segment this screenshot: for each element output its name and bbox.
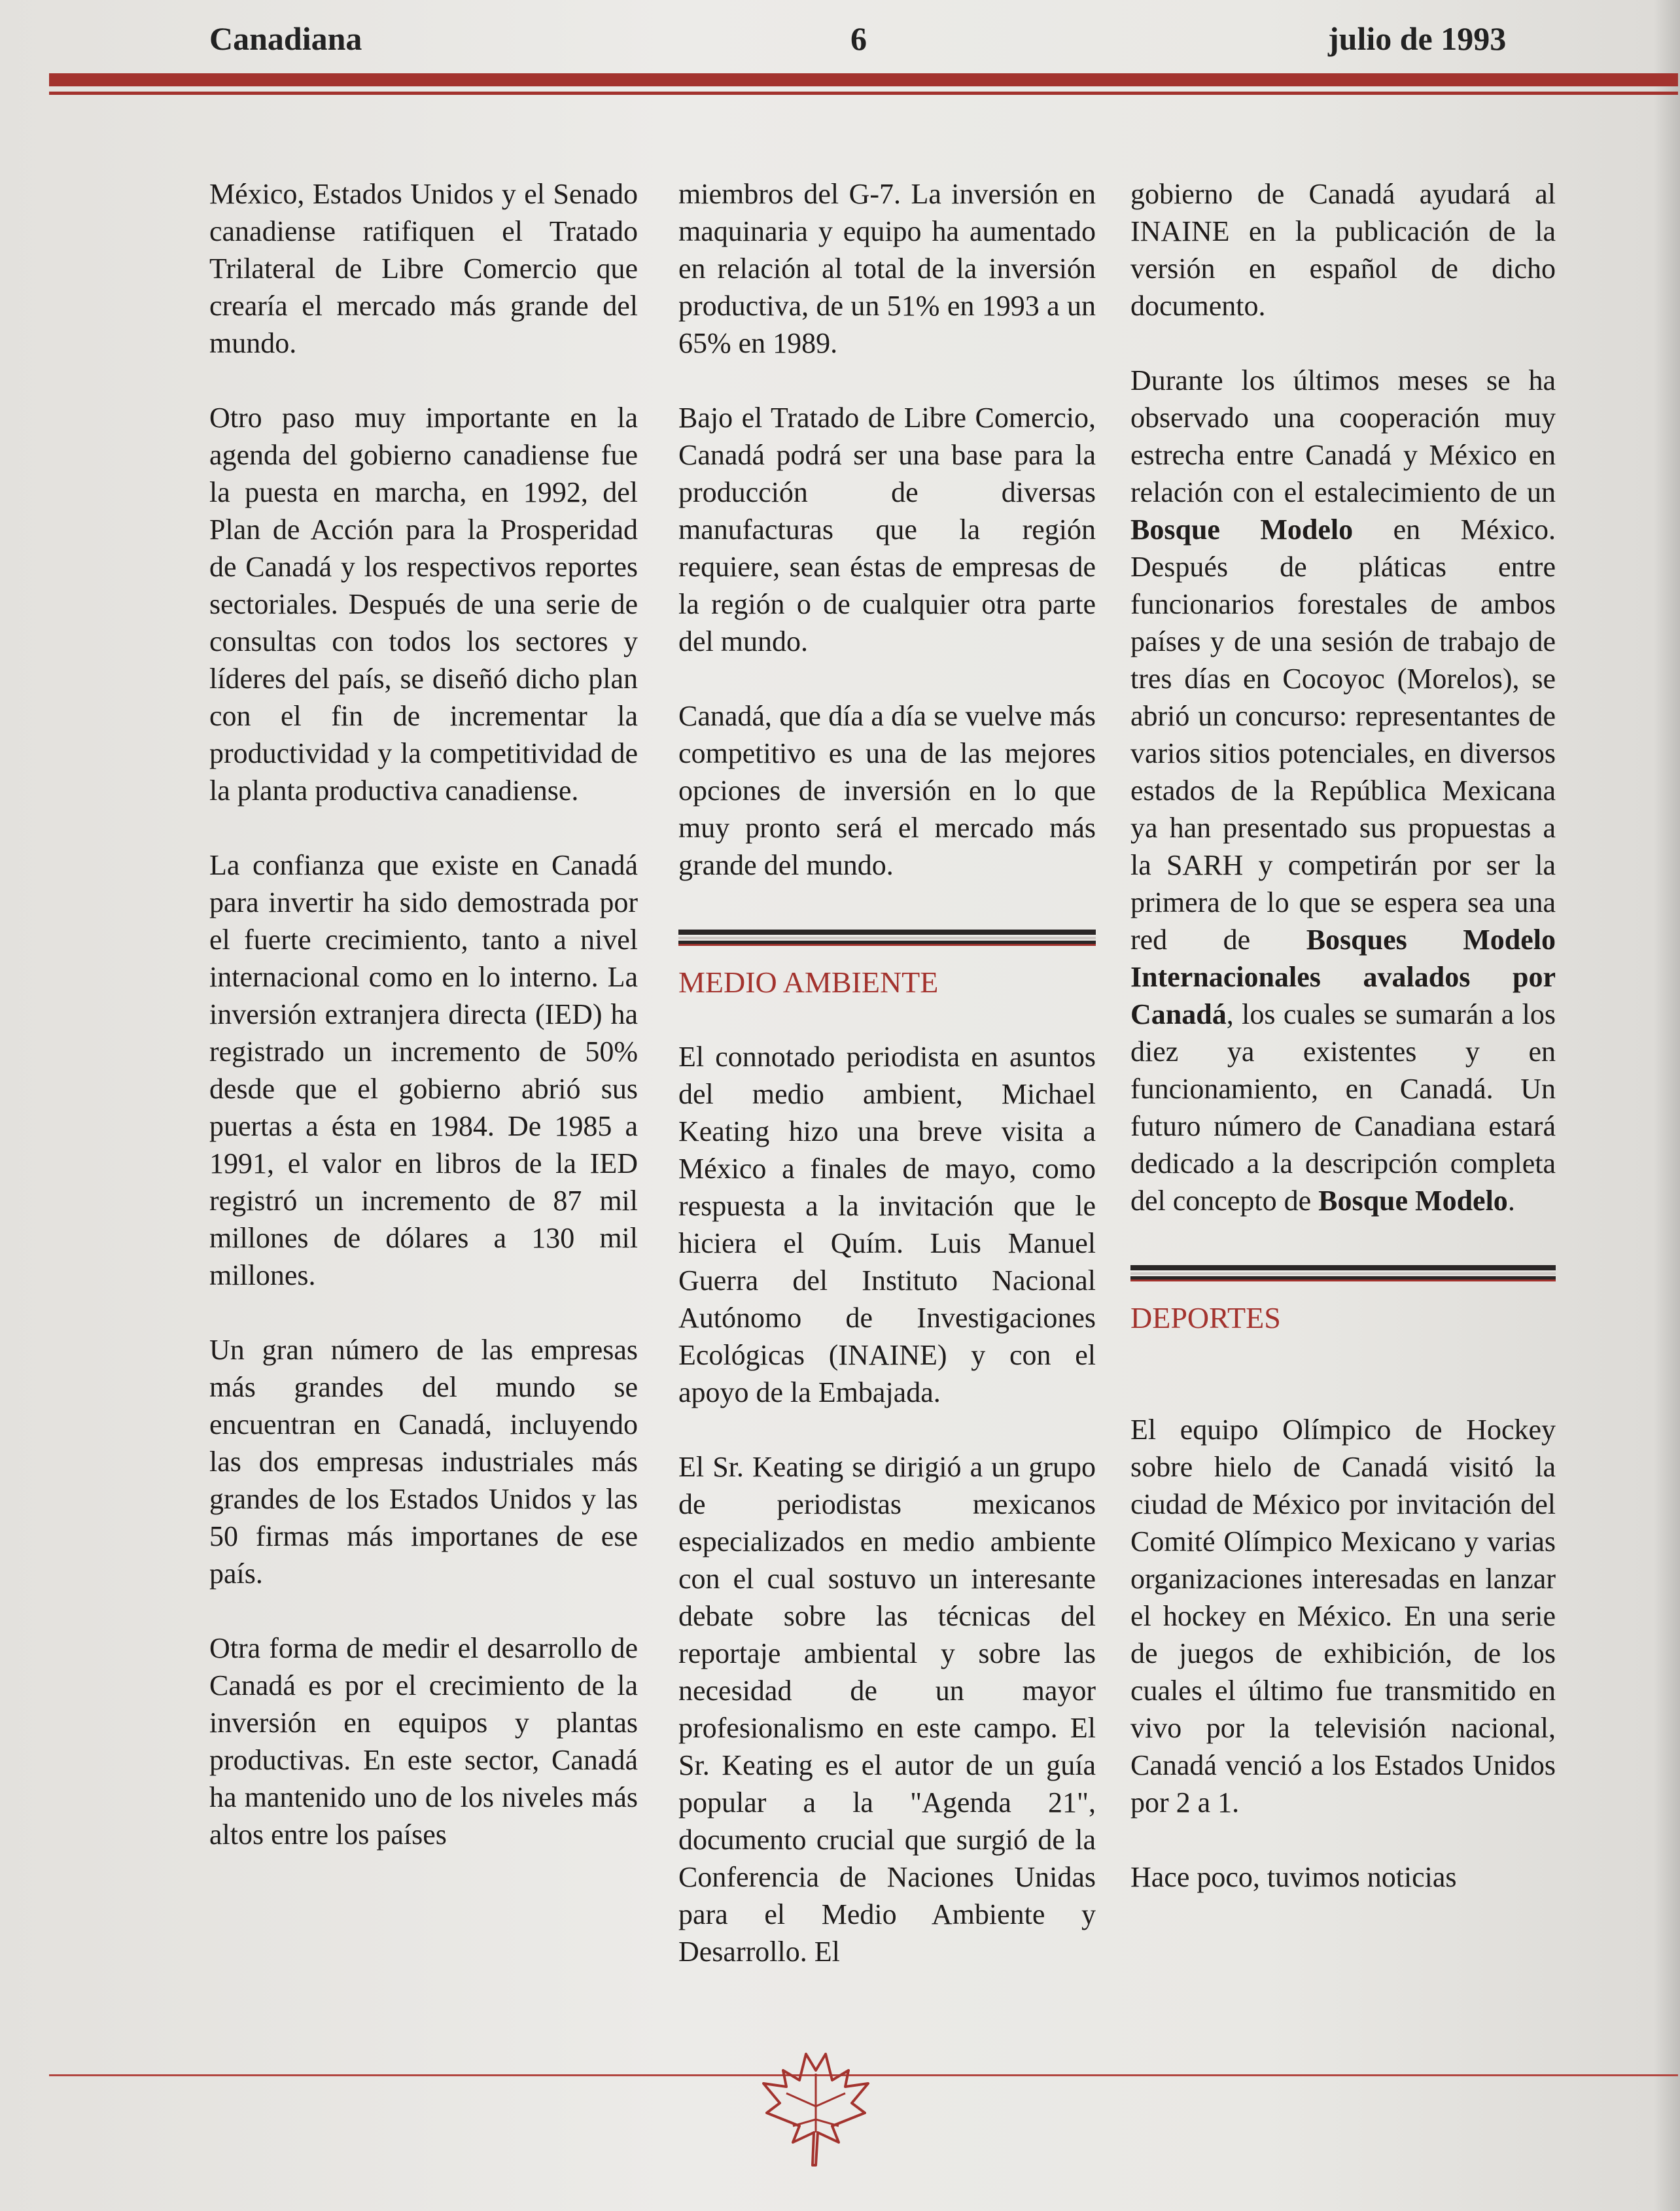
col1-paragraph-4: Un gran número de las empresas más grandes del mundo se encuentran en Canadá, incluyendo las dos empresas industriales más grandes de los Estados Unidos y las 50 firmas más importanes de ese país.	[209, 1334, 638, 1590]
page-number: 6	[850, 20, 867, 57]
col2-paragraph-5: El Sr. Keating se dirigió a un grupo de periodistas mexicanos especializados en medio ambiente con el cual sostuvo un interesante debate sobre las técnicas del reportaje ambiental y sobre las necesidad de un mayor profesionalismo en este campo. El Sr. Keating es el autor de un guía popular a la "Agenda 21", documento crucial que surgió de la Conferencia de Naciones Unidas para el Medio Ambiente y Desarrollo. El	[678, 1451, 1096, 1968]
publication-name: Canadiana	[209, 20, 362, 57]
col2-paragraph-3: Canadá, que día a día se vuelve más competitivo es una de las mejores opciones de inversión en lo que muy pronto será el mercado más grande del mundo.	[678, 700, 1096, 881]
column-2	[678, 175, 1096, 1970]
col2-paragraph-4: El connotado periodista en asuntos del medio ambient, Michael Keating hizo una breve visita a México a finales de mayo, como respuesta a la invitación que le hiciera el Quím. Luis Manuel Guerra del Instituto Nacional Autónomo de Investigaciones Ecológicas (INAINE) y con el apoyo de la Embajada.	[678, 1041, 1096, 1408]
page-edge-shadow	[1654, 0, 1680, 2211]
section-divider-2	[1130, 1265, 1556, 1280]
col3-p2-text-d: , los cuales se sumarán a los diez ya existentes y en funcionamiento, en Canadá. Un futuro número de Canadiana estará dedicado a la descripción completa del concepto de	[1130, 998, 1556, 1217]
col1-paragraph-5: Otra forma de medir el desarrollo de Canadá es por el crecimiento de la inversión en equipos y plantas productivas. En este sector, Canadá ha mantenido uno de los niveles más altos entre los países	[209, 1632, 638, 1851]
col3-paragraph-4: Hace poco, tuvimos noticias	[1130, 1861, 1457, 1893]
col3-paragraph-1: gobierno de Canadá ayudará al INAINE en la publicación de la versión en español de dicho documento.	[1130, 178, 1556, 322]
header-rule-thick	[49, 73, 1678, 86]
col3-p2-text-c: en México. Después de pláticas entre funcionarios forestales de ambos países y de una sesión de trabajo de tres días en Cocoyoc (Morelos), se abrió un concurso: representantes de varios sitios potenciales, en diversos estados de la República Mexicana ya han presentado sus propuestas a la SARH y competirán por ser la primera de lo que se espera sea una red de	[1130, 514, 1556, 956]
col1-paragraph-3: La confianza que existe en Canadá para invertir ha sido demostrada por el fuerte crecimiento, tanto a nivel internacional como en lo interno. La inversión extranjera directa (IED) ha registrado un incremento de 50% desde que el gobierno abrió sus puertas a ésta en 1984. De 1985 a 1991, el valor en libros de la IED registró un incremento de 87 mil millones de dólares a 130 mil millones.	[209, 849, 638, 1291]
issue-date: julio de 1993	[1328, 20, 1507, 57]
maple-leaf-icon	[741, 2034, 891, 2178]
col1-paragraph-2: Otro paso muy importante en la agenda del gobierno canadiense fue la puesta en marcha, en 1992, del Plan de Acción para la Prosperidad de Canadá y los respectivos reportes sectoriales. Después de una serie de consultas con todos los sectores y líderes del país, se diseñó dicho plan con el fin de incrementar la productividad y la competitividad de la planta productiva canadiense.	[209, 402, 638, 807]
col3-p2-text-a: Durante los últimos meses se ha observado una cooperación muy estrecha entre Canadá y México en relación con el estalecimiento de un	[1130, 364, 1556, 508]
bold-term-bosques-internacionales: Bosques Modelo Internacionales avalados por Canadá	[1130, 924, 1556, 1030]
section-title-medio-ambiente: MEDIO AMBIENTE	[678, 966, 939, 999]
header-rule-thin	[49, 92, 1678, 95]
col3-p2-text-e: .	[1507, 1185, 1515, 1217]
column-3	[1130, 175, 1556, 1896]
col3-paragraph-2	[1130, 362, 1556, 1219]
col3-paragraph-3: El equipo Olímpico de Hockey sobre hielo de Canadá visitó la ciudad de México por invitación del Comité Olímpico Mexicano y varias organizaciones interesadas en lanzar el hockey en México. En una serie de juegos de exhibición, de los cuales el último fue transmitido en vivo por la televisión nacional, Canadá venció a los Estados Unidos por 2 a 1.	[1130, 1414, 1556, 1819]
col2-paragraph-2: Bajo el Tratado de Libre Comercio, Canadá podrá ser una base para la producción de diversas manufacturas que la región requiere, sean éstas de empresas de la región o de cualquier otra parte del mundo.	[678, 402, 1096, 657]
col2-paragraph-1: miembros del G-7. La inversión en maquinaria y equipo ha aumentado en relación al total de la inversión productiva, de un 51% en 1993 a un 65% en 1989.	[678, 178, 1096, 359]
section-divider	[678, 930, 1096, 944]
section-title-deportes: DEPORTES	[1130, 1301, 1281, 1334]
bold-term-bosque-modelo-2: Bosque Modelo	[1318, 1185, 1508, 1217]
bold-term-bosque-modelo: Bosque Modelo	[1130, 514, 1354, 546]
col1-paragraph-1: México, Estados Unidos y el Senado canadiense ratifiquen el Tratado Trilateral de Libre Comercio que crearía el mercado más grande del mundo.	[209, 178, 638, 359]
column-1	[209, 175, 638, 1853]
